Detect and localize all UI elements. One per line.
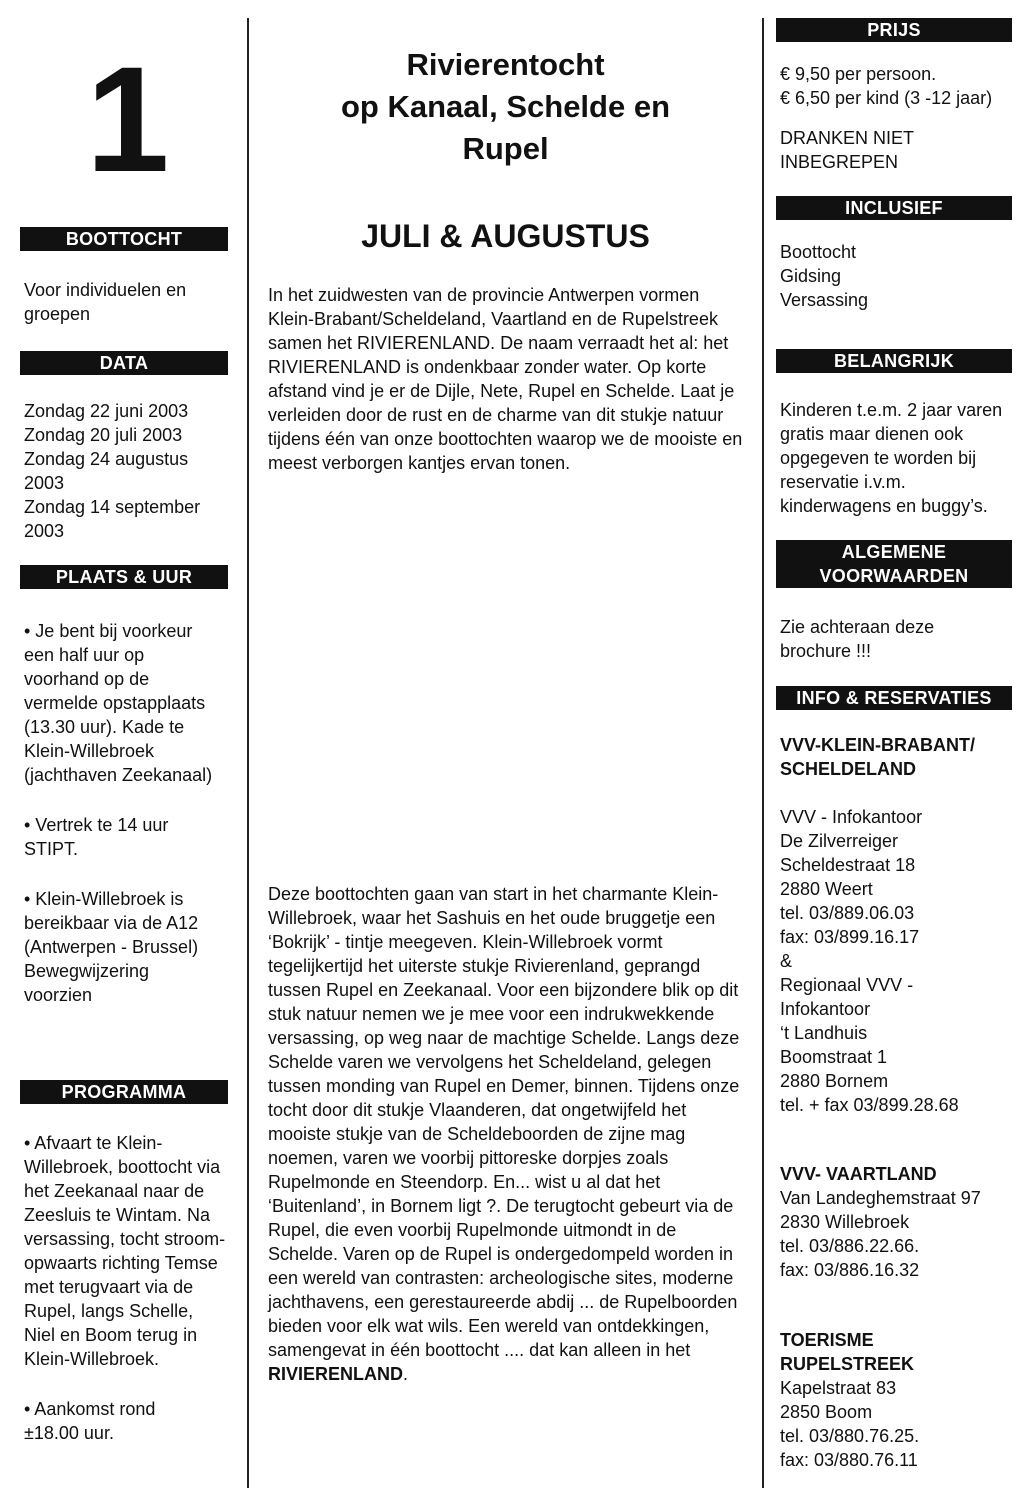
org-line: 2880 Weert bbox=[780, 879, 873, 899]
inclusief-item: Boottocht bbox=[780, 242, 857, 262]
org-line: VVV - Infokantoor bbox=[780, 807, 923, 827]
org-name: SCHELDELAND bbox=[780, 759, 917, 779]
date-item: Zondag 24 augustus 2003 bbox=[24, 449, 189, 493]
title-line: Rivierentocht bbox=[406, 47, 605, 82]
org-line: 2880 Bornem bbox=[780, 1071, 889, 1091]
section-header-prijs: PRIJS bbox=[776, 18, 1012, 42]
tour-number: 1 bbox=[86, 35, 170, 203]
date-item: Zondag 20 juli 2003 bbox=[24, 425, 183, 445]
body-emphasis: RIVIERENLAND bbox=[268, 1364, 404, 1384]
plaats-paragraph-2: • Vertrek te 14 uur STIPT. bbox=[24, 815, 169, 859]
inclusief-list bbox=[780, 240, 1012, 312]
page-subtitle: JULI & AUGUSTUS bbox=[361, 218, 650, 254]
body-text bbox=[268, 882, 743, 1386]
plaats-text bbox=[24, 619, 219, 1007]
date-item: Zondag 14 september 2003 bbox=[24, 497, 201, 541]
org-name: RUPELSTREEK bbox=[780, 1354, 915, 1374]
org-name: VVV- VAARTLAND bbox=[780, 1164, 937, 1184]
inclusief-item: Versassing bbox=[780, 290, 869, 310]
date-item: Zondag 22 juni 2003 bbox=[24, 401, 189, 421]
page-title bbox=[268, 44, 743, 170]
column-divider-right bbox=[762, 18, 764, 1488]
org-line: Kapelstraat 83 bbox=[780, 1378, 897, 1398]
org-name: TOERISME bbox=[780, 1330, 874, 1350]
column-divider-left bbox=[247, 18, 249, 1488]
org-line: 2850 Boom bbox=[780, 1402, 873, 1422]
title-line: Rupel bbox=[462, 131, 549, 166]
dates-list bbox=[24, 399, 224, 543]
boottocht-text: Voor individuelen en groepen bbox=[24, 280, 187, 324]
info-org-rupelstreek bbox=[780, 1328, 1012, 1472]
body-period: . bbox=[403, 1364, 409, 1384]
section-header-data: DATA bbox=[20, 351, 228, 375]
header-line: VOORWAARDEN bbox=[819, 566, 969, 586]
section-header-belangrijk: BELANGRIJK bbox=[776, 349, 1012, 373]
org-line: De Zilverreiger bbox=[780, 831, 899, 851]
plaats-paragraph-1: • Je bent bij voorkeur een half uur op voorhand op de vermelde opstapplaats (13.30 uur). Kade te Klein-Willebroek (jachthaven Zeekanaal) bbox=[24, 621, 213, 785]
section-header-boottocht: BOOTTOCHT bbox=[20, 227, 228, 251]
org-line: ‘t Landhuis bbox=[780, 1023, 868, 1043]
body-paragraph: Deze boottochten gaan van start in het charmante Klein-Willebroek, waar het Sashuis en het oude bruggetje een ‘Bokrijk’ - tintje meegeven. Klein-Willebroek vormt tegelijkertijd het uiterste stukje Rivierenland, geprangd tussen Rupel en Zeekanaal. Voor een bijzondere blik op dit stuk natuur nemen we je mee voor een indrukwekkende versassing, op weg naar de machtige Schelde. Langs deze Schelde varen we vervolgens het Scheldeland, gelegen tussen monding van Rupel en Demer, binnen. Tijdens onze tocht door dit stukje Vlaanderen, dat ongetwijfeld het mooiste stukje van de Scheldeboorden de zijne mag noemen, varen we voorbij pittoreske dorpjes zoals Rupelmonde en Steendorp. En... wist u al dat het ‘Buitenland’, in Bornem ligt ?. De terugtocht gebeurt via de Rupel, die even voorbij Rupelmonde uitmondt in de Schelde. Varen op de Rupel is ondergedompeld worden in een wereld van contrasten: archeologische sites, moderne jachthavens, een gerestaureerde abdij ... de Rupelboorden bieden voor elk wat wils. Een wereld van ontdekkingen, samengevat in één boottocht .... dat kan alleen in het bbox=[268, 884, 740, 1360]
org-line: Infokantoor bbox=[780, 999, 871, 1019]
title-line: op Kanaal, Schelde en bbox=[340, 89, 671, 124]
price-note: DRANKEN NIET bbox=[780, 128, 915, 148]
section-header-voorwaarden bbox=[776, 540, 1012, 588]
programma-paragraph-1: • Afvaart te Klein-Willebroek, boottocht via het Zeekanaal naar de Zeesluis te Wintam. Na versassing, tocht stroom-opwaarts richting Temse met terugvaart via de Rupel, langs Schelle, Niel en Boom terug in Klein-Willebroek. bbox=[24, 1133, 226, 1369]
header-line: ALGEMENE bbox=[841, 542, 947, 562]
org-line: Van Landeghemstraat 97 bbox=[780, 1188, 981, 1208]
section-header-plaats: PLAATS & UUR bbox=[20, 565, 228, 589]
org-name: VVV-KLEIN-BRABANT/ bbox=[780, 735, 976, 755]
price-line: € 6,50 per kind (3 -12 jaar) bbox=[780, 88, 993, 108]
org-line: Boomstraat 1 bbox=[780, 1047, 888, 1067]
prijs-text bbox=[780, 62, 1012, 174]
org-line: tel. 03/889.06.03 bbox=[780, 903, 915, 923]
info-org-vaartland bbox=[780, 1162, 1012, 1282]
org-line: Scheldestraat 18 bbox=[780, 855, 916, 875]
org-line: 2830 Willebroek bbox=[780, 1212, 910, 1232]
info-org-klein-brabant bbox=[780, 733, 1012, 1117]
org-line: & bbox=[780, 951, 793, 971]
org-line: Regionaal VVV - bbox=[780, 975, 914, 995]
org-line: fax: 03/880.76.11 bbox=[780, 1450, 918, 1470]
section-header-inclusief: INCLUSIEF bbox=[776, 196, 1012, 220]
voorwaarden-text: Zie achteraan deze brochure !!! bbox=[780, 617, 935, 661]
programma-paragraph-2: • Aankomst rond ±18.00 uur. bbox=[24, 1399, 156, 1443]
inclusief-item: Gidsing bbox=[780, 266, 842, 286]
section-header-programma: PROGRAMMA bbox=[20, 1080, 228, 1104]
org-line: tel. 03/880.76.25. bbox=[780, 1426, 920, 1446]
org-line: fax: 03/886.16.32 bbox=[780, 1260, 920, 1280]
programma-text bbox=[24, 1131, 229, 1445]
org-line: tel. + fax 03/899.28.68 bbox=[780, 1095, 959, 1115]
section-header-info: INFO & RESERVATIES bbox=[776, 686, 1012, 710]
plaats-paragraph-3: • Klein-Willebroek is bereikbaar via de A12 (Antwerpen - Brussel) Bewegwijzering voorzien bbox=[24, 889, 199, 1005]
price-note: INBEGREPEN bbox=[780, 152, 899, 172]
org-line: fax: 03/899.16.17 bbox=[780, 927, 920, 947]
org-line: tel. 03/886.22.66. bbox=[780, 1236, 920, 1256]
belangrijk-text: Kinderen t.e.m. 2 jaar varen gratis maar dienen ook opgegeven te worden bij reservatie i.v.m. kinderwagens en buggy’s. bbox=[780, 400, 1003, 516]
intro-text: In het zuidwesten van de provincie Antwerpen vormen Klein-Brabant/Scheldeland, Vaartland en de Rupelstreek samen het RIVIERENLAND. De naam verraadt het al: het RIVIERENLAND is ondenkbaar zonder water. Op korte afstand vind je er de Dijle, Nete, Rupel en Schelde. Laat je verleiden door de rust en de charme van dit stukje natuur tijdens één van onze boottochten waarop we de mooiste en meest verborgen kantjes ervan tonen. bbox=[268, 285, 743, 473]
price-line: € 9,50 per persoon. bbox=[780, 64, 937, 84]
